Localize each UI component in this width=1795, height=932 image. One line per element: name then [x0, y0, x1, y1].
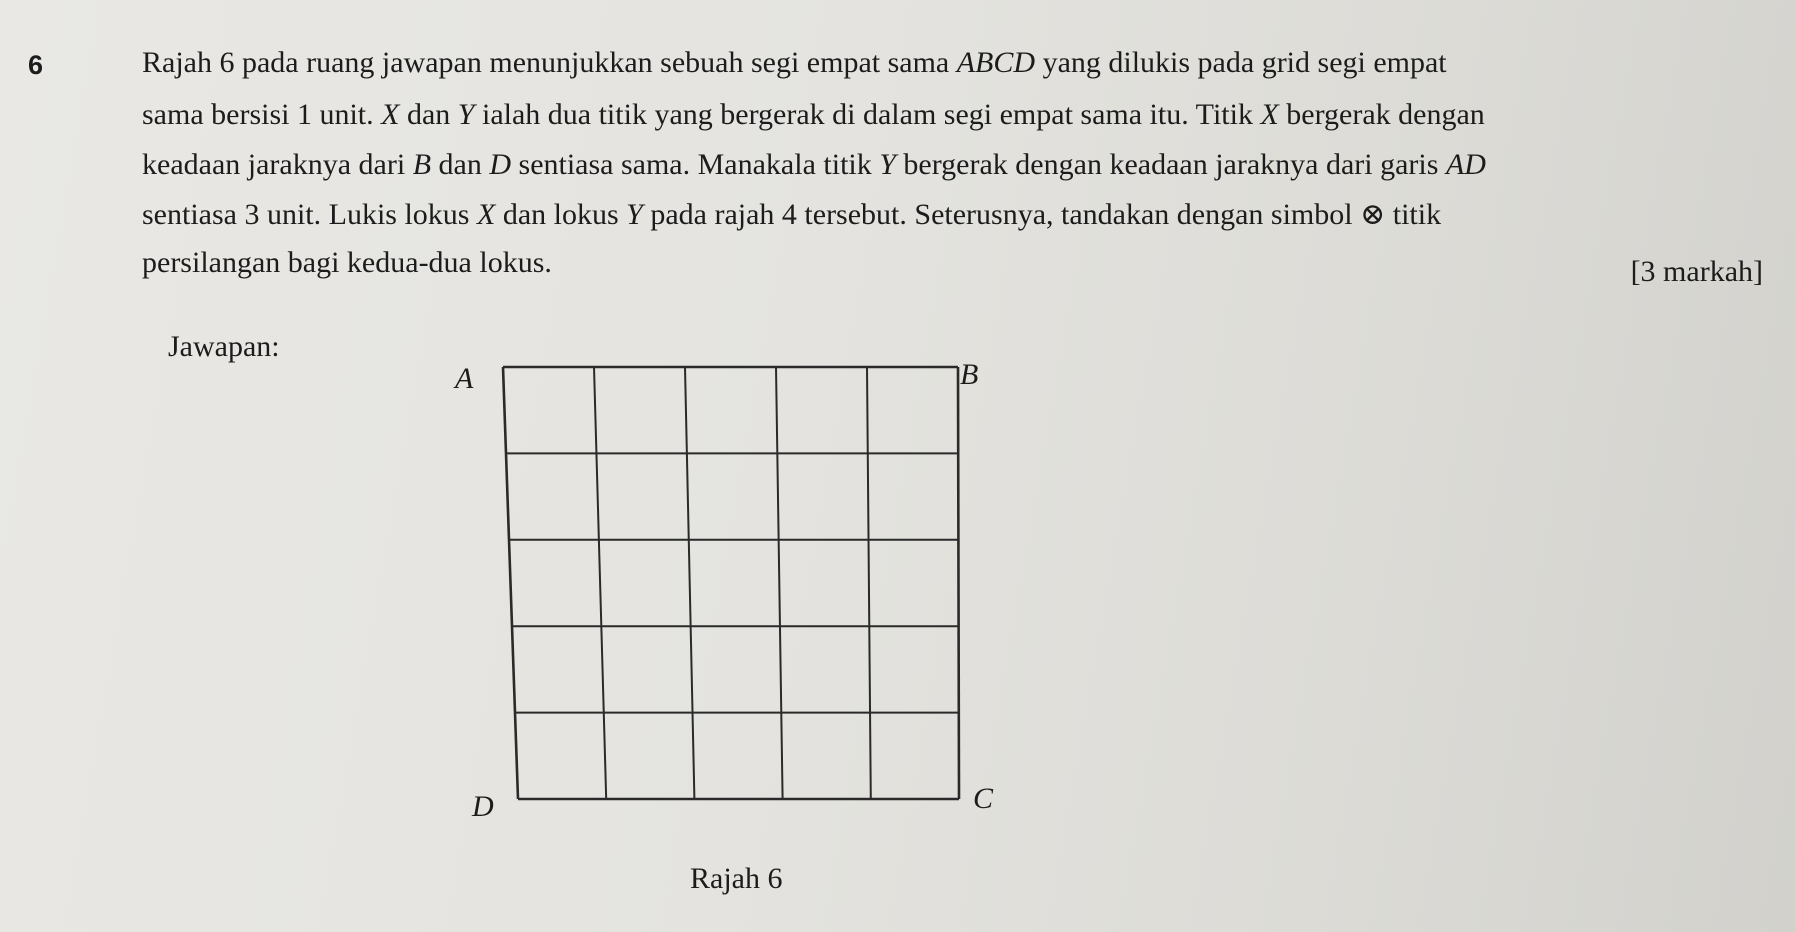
vertex-label-b: B	[960, 358, 979, 391]
question-text-line-5: persilangan bagi kedua-dua lokus.	[142, 246, 552, 279]
grid-vertical-line	[503, 367, 518, 799]
question-text-line-2: sama bersisi 1 unit. X dan Y ialah dua titik yang bergerak di dalam segi empat sama itu. Titik X bergerak dengan	[142, 98, 1485, 131]
grid-vertical-line	[867, 367, 871, 799]
grid-vertical-line	[594, 367, 606, 799]
square-grid-figure	[420, 350, 1020, 830]
figure-caption: Rajah 6	[690, 862, 783, 895]
question-text-line-3: keadaan jaraknya dari B dan D sentiasa sama. Manakala titik Y bergerak dengan keadaan jaraknya dari garis AD	[142, 148, 1486, 181]
grid-vertical-line	[776, 367, 783, 799]
question-text-line-1: Rajah 6 pada ruang jawapan menunjukkan sebuah segi empat sama ABCD yang dilukis pada grid segi empat	[142, 46, 1447, 79]
grid-vertical-line	[958, 367, 959, 799]
answer-label: Jawapan:	[168, 330, 280, 363]
marks-label: [3 markah]	[1630, 255, 1763, 288]
question-number: 6	[28, 50, 44, 80]
vertex-label-a: A	[455, 362, 474, 395]
vertex-label-c: C	[973, 782, 994, 815]
question-text-line-4: sentiasa 3 unit. Lukis lokus X dan lokus Y pada rajah 4 tersebut. Seterusnya, tandakan dengan simbol ⊗ titik	[142, 198, 1442, 231]
vertex-label-d: D	[472, 790, 494, 823]
grid-vertical-line	[685, 367, 694, 799]
square-grid	[420, 350, 1020, 830]
